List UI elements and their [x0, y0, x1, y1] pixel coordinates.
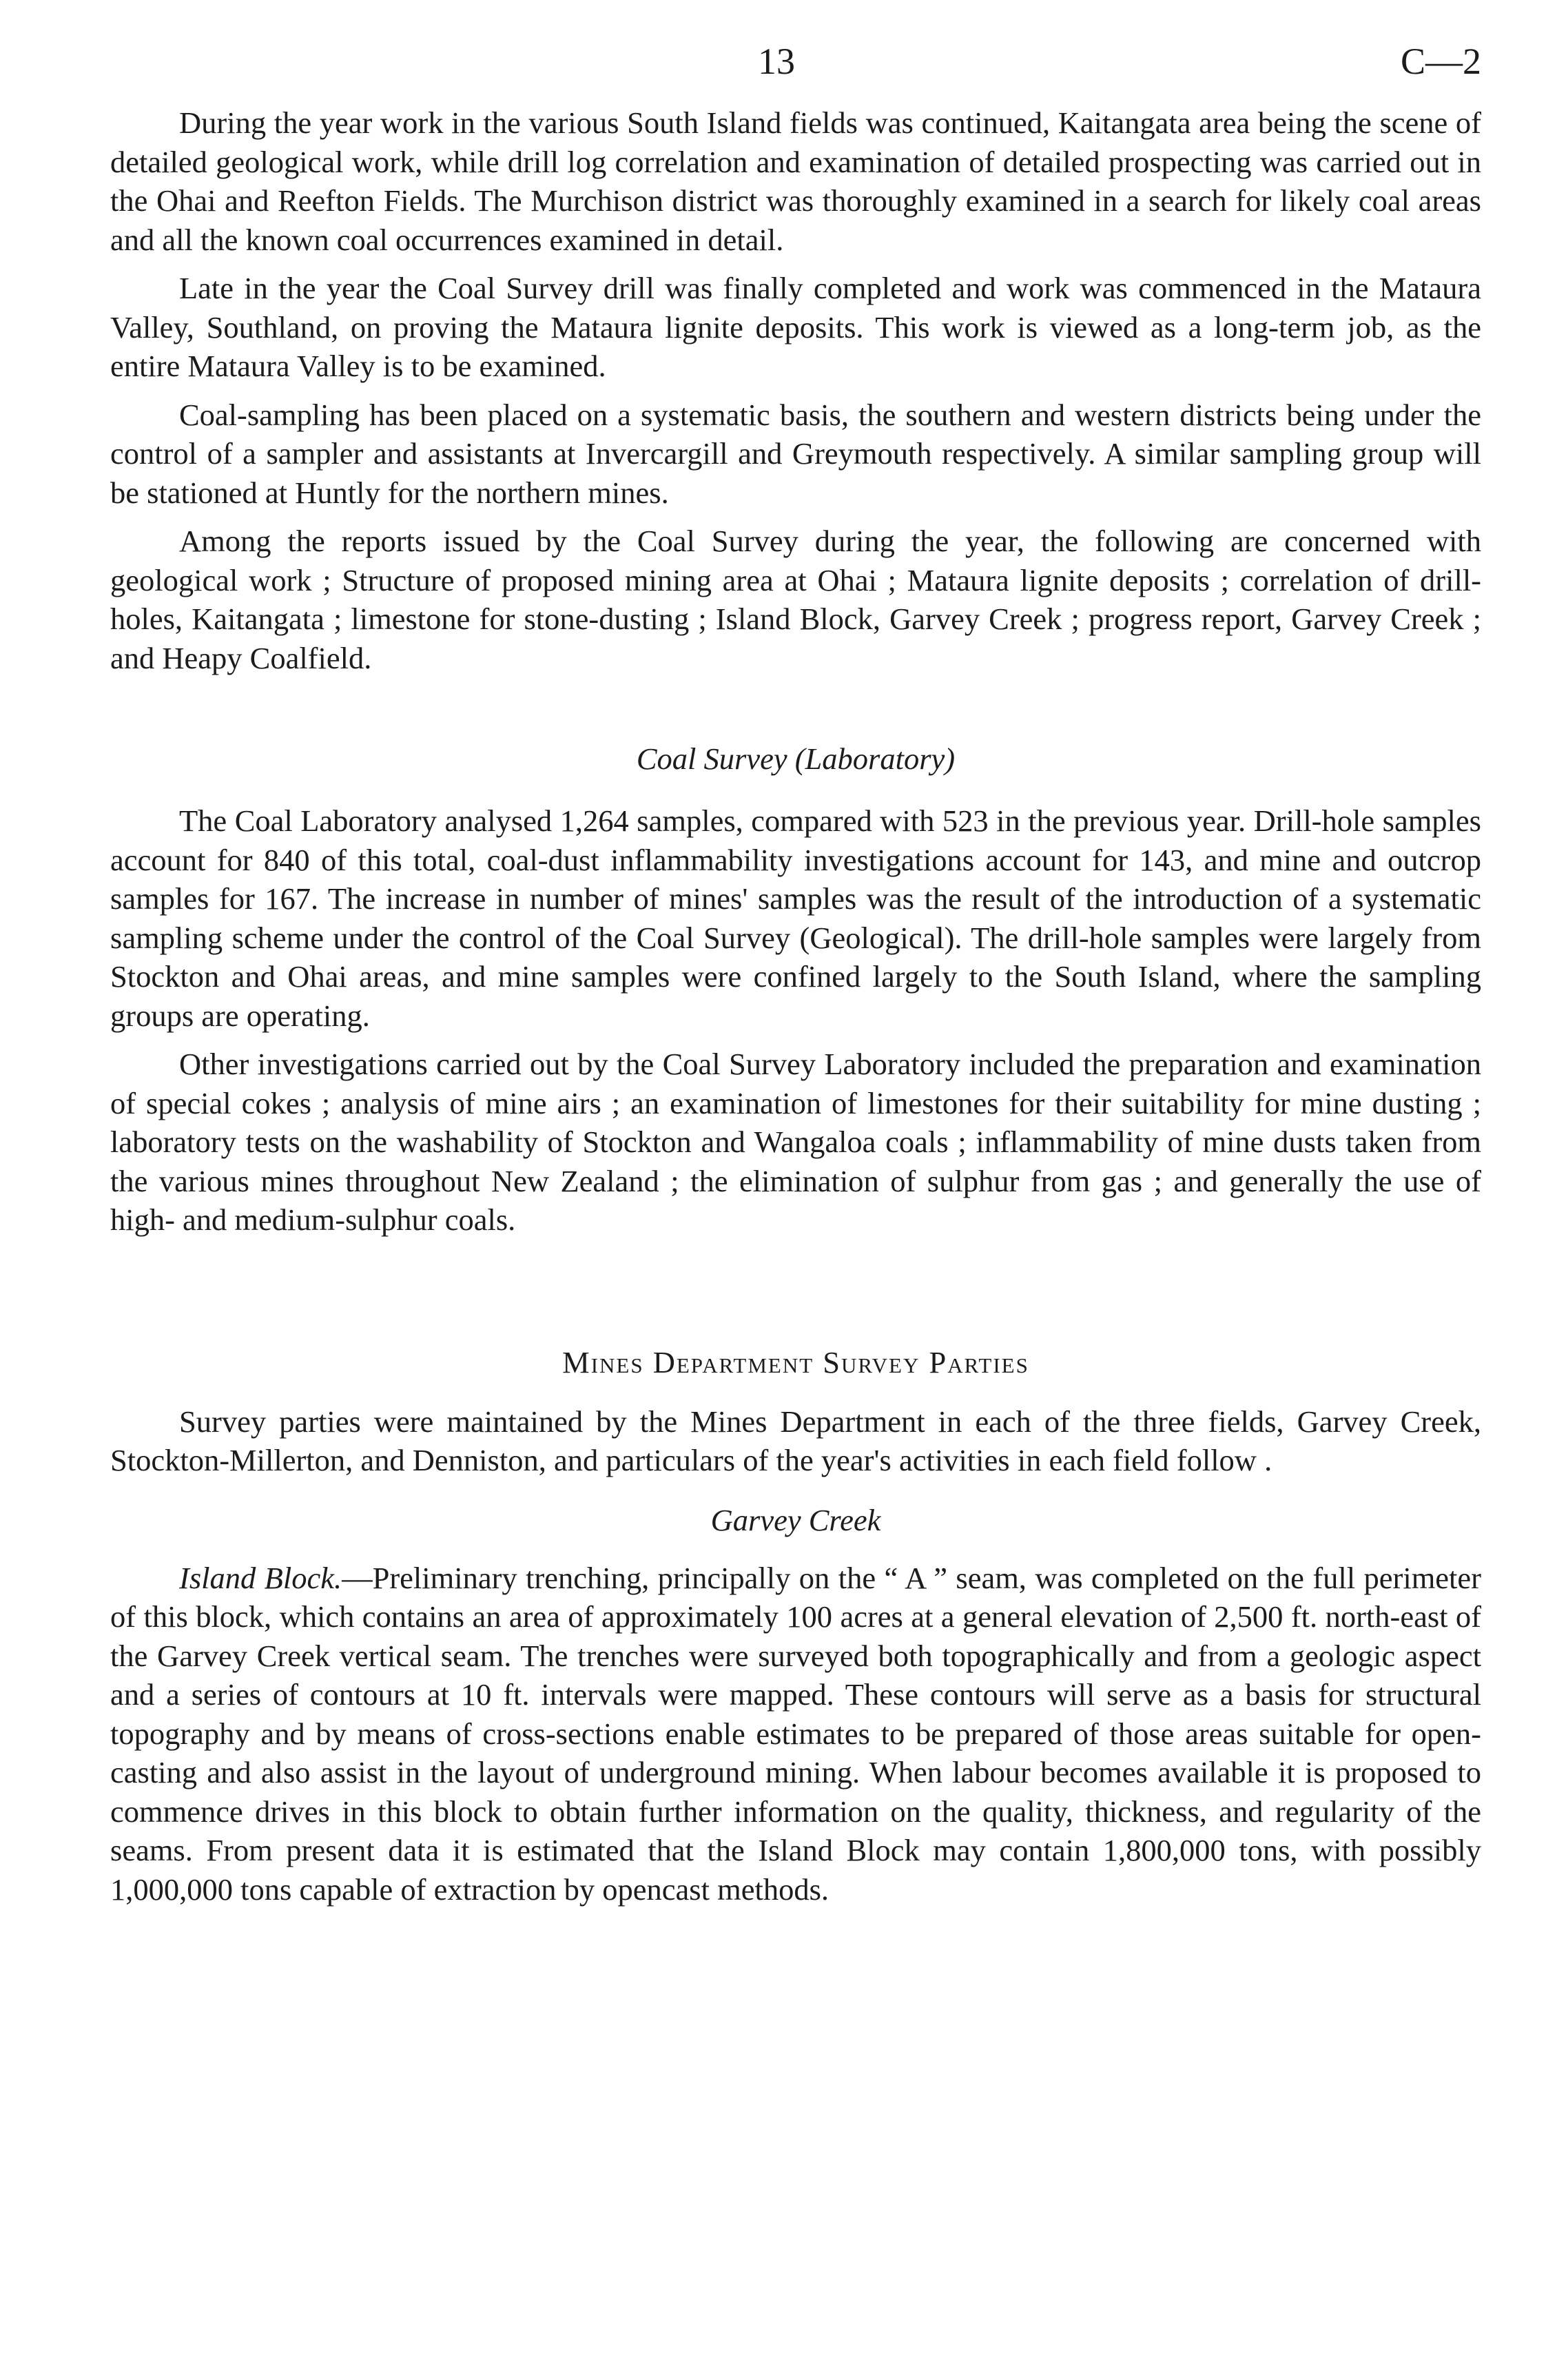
paragraph: Coal-sampling has been placed on a systematic basis, the southern and western districts being under the control of a sampler and assistants at Invercargill and Greymouth respectively. A similar sampling group will be stationed at Huntly for the northern mines. [110, 397, 1481, 510]
paragraph: Among the reports issued by the Coal Survey during the year, the following are concerned with geological work ; Structure of proposed mining area at Ohai ; Mataura lignite deposits ; correlation of drill-holes, Kaitangata ; limestone for stone-dusting ; Island Block, Garvey Creek ; progress report, Garvey Creek ; and Heapy Coalfield. [110, 524, 1481, 675]
island-block-text: —Preliminary trenching, principally on the “ A ” seam, was completed on the full perimeter of this block, which contains an area of approximately 100 acres at a general elevation of 2,500 ft. north-east of the Garvey Creek vertical seam. The trenches were surveyed both topographically and from a geologic aspect and a series of contours at 10 ft. intervals were mapped. These contours will serve as a basis for structural topography and by means of cross-sections enable estimates to be prepared of those areas suitable for open-casting and also assist in the layout of underground mining. When labour becomes available it is proposed to commence drives in this block to obtain further information on the quality, thickness, and regularity of the seams. From present data it is estimated that the Island Block may contain 1,800,000 tons, with possibly 1,000,000 tons capable of extraction by opencast methods. [110, 1560, 1481, 1907]
island-block-paragraph [110, 1559, 1481, 1909]
coal-survey-geological-section [110, 103, 1481, 677]
coal-survey-laboratory-section [110, 739, 1481, 1240]
paragraph: Survey parties were maintained by the Mines Department in each of the three fields, Garvey Creek, Stockton-Millerton, and Denniston, and particulars of the year's activities in each field follow . [110, 1404, 1481, 1477]
section-heading-garvey-creek: Garvey Creek [710, 1502, 881, 1537]
document-code: C—2 [1400, 41, 1481, 82]
section-heading-survey-parties: Mines Department Survey Parties [562, 1344, 1029, 1379]
paragraph: Other investigations carried out by the Coal Survey Laboratory included the preparation and examination of special cokes ; analysis of mine airs ; an examination of limestones for their suitability for mine dusting ; laboratory tests on the washability of Stockton and Wangaloa coals ; inflammability of mine dusts taken from the various mines throughout New Zealand ; the elimination of sulphur from gas ; and generally the use of high- and medium-sulphur coals. [110, 1047, 1481, 1237]
run-in-heading-island-block: Island Block. [179, 1560, 342, 1595]
page-number: 13 [758, 41, 795, 82]
document-page [110, 28, 1481, 1909]
mines-department-survey-parties-section [110, 1343, 1481, 1480]
garvey-creek-section [110, 1501, 1481, 1909]
section-heading-coal-laboratory: Coal Survey (Laboratory) [636, 741, 956, 776]
paragraph: Late in the year the Coal Survey drill was finally completed and work was commenced in the Mataura Valley, Southland, on proving the Mataura lignite deposits. This work is viewed as a long-term job, as the entire Mataura Valley is to be examined. [110, 271, 1481, 383]
page-header [110, 28, 1481, 103]
paragraph: During the year work in the various South Island fields was continued, Kaitangata area being the scene of detailed geological work, while drill log correlation and examination of detailed prospecting was carried out in the Ohai and Reefton Fields. The Murchison district was thoroughly examined in a search for likely coal areas and all the known coal occurrences examined in detail. [110, 105, 1481, 257]
paragraph: The Coal Laboratory analysed 1,264 samples, compared with 523 in the previous year. Drill-hole samples account for 840 of this total, coal-dust inflammability investigations account for 143, and mine and outcrop samples for 167. The increase in number of mines' samples was the result of the introduction of a systematic sampling scheme under the control of the Coal Survey (Geological). The drill-hole samples were largely from Stockton and Ohai areas, and mine samples were confined largely to the South Island, where the sampling groups are operating. [110, 803, 1481, 1033]
